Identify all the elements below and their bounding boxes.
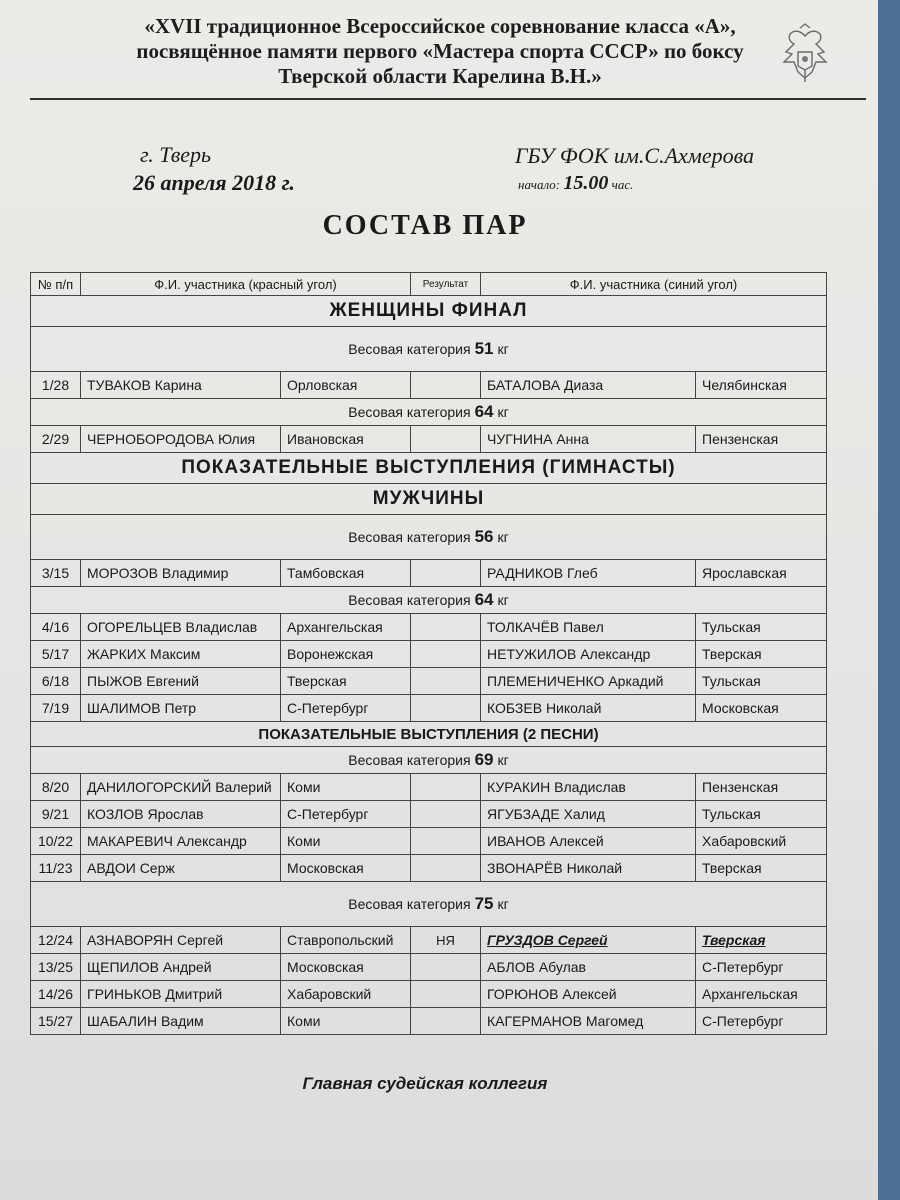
weight-category xyxy=(31,882,827,927)
competition-title xyxy=(60,14,820,89)
bout-number: 10/22 xyxy=(31,828,81,855)
table-row xyxy=(31,614,827,641)
blue-corner-name: НЕТУЖИЛОВ Александр xyxy=(481,641,696,668)
bout-number: 4/16 xyxy=(31,614,81,641)
blue-corner-name: ГРУЗДОВ Сергей xyxy=(481,927,696,954)
red-corner-name: ДАНИЛОГОРСКИЙ Валерий xyxy=(81,774,281,801)
section-men-label: МУЖЧИНЫ xyxy=(31,484,827,515)
weight-category-row xyxy=(31,587,827,614)
pairs-table xyxy=(30,272,827,1035)
weight-category-row xyxy=(31,515,827,560)
weight-value: 64 xyxy=(474,402,494,421)
table-row xyxy=(31,801,827,828)
bout-number: 3/15 xyxy=(31,560,81,587)
blue-corner-name: ТОЛКАЧЁВ Павел xyxy=(481,614,696,641)
table-row xyxy=(31,855,827,882)
start-label: начало: xyxy=(518,177,561,192)
event-date: 26 апреля 2018 г. xyxy=(133,170,295,195)
blue-corner-name: ИВАНОВ Алексей xyxy=(481,828,696,855)
section-exhibition-gymnasts-label: ПОКАЗАТЕЛЬНЫЕ ВЫСТУПЛЕНИЯ (ГИМНАСТЫ) xyxy=(31,453,827,484)
red-corner-name: ШАЛИМОВ Петр xyxy=(81,695,281,722)
weight-category-row xyxy=(31,327,827,372)
eagle-emblem-icon xyxy=(776,22,834,88)
blue-corner-region: Хабаровский xyxy=(696,828,827,855)
bout-result xyxy=(411,614,481,641)
start-time xyxy=(518,172,633,195)
red-corner-name: ГРИНЬКОВ Дмитрий xyxy=(81,981,281,1008)
bout-result xyxy=(411,855,481,882)
weight-unit: кг xyxy=(497,896,509,912)
bout-number: 7/19 xyxy=(31,695,81,722)
table-row xyxy=(31,695,827,722)
start-unit: час. xyxy=(611,177,634,192)
red-corner-region: Коми xyxy=(281,1008,411,1035)
weight-category-row xyxy=(31,747,827,774)
red-corner-name: ТУВАКОВ Карина xyxy=(81,372,281,399)
blue-corner-region: Тульская xyxy=(696,668,827,695)
document-title: СОСТАВ ПАР xyxy=(322,210,528,241)
blue-corner-name: ЯГУБЗАДЕ Халид xyxy=(481,801,696,828)
red-corner-region: Московская xyxy=(281,954,411,981)
bout-number: 11/23 xyxy=(31,855,81,882)
bout-result xyxy=(411,668,481,695)
weight-category-prefix: Весовая категория xyxy=(348,404,471,420)
blue-corner-region: Пензенская xyxy=(696,774,827,801)
title-line-1: «XVII традиционное Всероссийское соревнование класса «А», xyxy=(144,14,736,38)
red-corner-region: Хабаровский xyxy=(281,981,411,1008)
weight-category-prefix: Весовая категория xyxy=(348,896,471,912)
section-men xyxy=(31,484,827,515)
table-row xyxy=(31,1008,827,1035)
header-divider xyxy=(30,98,866,100)
blue-corner-name: ЧУГНИНА Анна xyxy=(481,426,696,453)
table-row xyxy=(31,774,827,801)
blue-corner-name: ГОРЮНОВ Алексей xyxy=(481,981,696,1008)
blue-corner-name: АБЛОВ Абулав xyxy=(481,954,696,981)
blue-corner-name: КУРАКИН Владислав xyxy=(481,774,696,801)
city: г. Тверь xyxy=(140,142,212,167)
blue-corner-name: РАДНИКОВ Глеб xyxy=(481,560,696,587)
blue-corner-region: С-Петербург xyxy=(696,954,827,981)
red-corner-name: ОГОРЕЛЬЦЕВ Владислав xyxy=(81,614,281,641)
bout-result xyxy=(411,1008,481,1035)
weight-value: 75 xyxy=(474,894,494,913)
red-corner-name: АВДОИ Серж xyxy=(81,855,281,882)
red-corner-region: Орловская xyxy=(281,372,411,399)
weight-unit: кг xyxy=(497,592,509,608)
bout-number: 13/25 xyxy=(31,954,81,981)
blue-corner-region: Тверская xyxy=(696,927,827,954)
weight-value: 51 xyxy=(474,339,494,358)
weight-unit: кг xyxy=(497,529,509,545)
weight-unit: кг xyxy=(497,404,509,420)
red-corner-region: Ивановская xyxy=(281,426,411,453)
bout-number: 6/18 xyxy=(31,668,81,695)
section-women-final xyxy=(31,296,827,327)
table-row xyxy=(31,981,827,1008)
weight-category-prefix: Весовая категория xyxy=(348,592,471,608)
red-corner-region: С-Петербург xyxy=(281,695,411,722)
section-women-final-label: ЖЕНЩИНЫ ФИНАЛ xyxy=(31,296,827,327)
bout-result xyxy=(411,641,481,668)
blue-corner-name: БАТАЛОВА Диаза xyxy=(481,372,696,399)
weight-value: 64 xyxy=(474,590,494,609)
bout-result xyxy=(411,695,481,722)
red-corner-region: С-Петербург xyxy=(281,801,411,828)
table-row xyxy=(31,954,827,981)
blue-corner-name: КАГЕРМАНОВ Магомед xyxy=(481,1008,696,1035)
title-line-2: посвящённое памяти первого «Мастера спорта СССР» по боксу xyxy=(136,39,744,63)
weight-value: 56 xyxy=(474,527,494,546)
blue-corner-region: Тульская xyxy=(696,614,827,641)
red-corner-name: МОРОЗОВ Владимир xyxy=(81,560,281,587)
blue-corner-region: Тверская xyxy=(696,641,827,668)
bout-result xyxy=(411,560,481,587)
blue-corner-region: Пензенская xyxy=(696,426,827,453)
bout-result xyxy=(411,828,481,855)
bout-result xyxy=(411,981,481,1008)
bout-result xyxy=(411,954,481,981)
blue-corner-region: Тверская xyxy=(696,855,827,882)
weight-category xyxy=(31,327,827,372)
weight-category-prefix: Весовая категория xyxy=(348,752,471,768)
red-corner-name: ЖАРКИХ Максим xyxy=(81,641,281,668)
bout-result: НЯ xyxy=(411,927,481,954)
red-corner-region: Ставропольский xyxy=(281,927,411,954)
header-result: Результат xyxy=(411,273,481,296)
start-time-value: 15.00 xyxy=(563,172,609,194)
header-blue-corner: Ф.И. участника (синий угол) xyxy=(481,273,827,296)
table-row xyxy=(31,372,827,399)
weight-category-prefix: Весовая категория xyxy=(348,529,471,545)
table-row xyxy=(31,927,827,954)
bout-result xyxy=(411,372,481,399)
red-corner-region: Воронежская xyxy=(281,641,411,668)
bout-number: 2/29 xyxy=(31,426,81,453)
weight-unit: кг xyxy=(497,752,509,768)
table-row xyxy=(31,668,827,695)
table-row xyxy=(31,426,827,453)
bout-result xyxy=(411,426,481,453)
table-row xyxy=(31,560,827,587)
weight-category xyxy=(31,399,827,426)
weight-category xyxy=(31,587,827,614)
table-row xyxy=(31,641,827,668)
bout-number: 12/24 xyxy=(31,927,81,954)
red-corner-region: Коми xyxy=(281,828,411,855)
bout-result xyxy=(411,801,481,828)
blue-corner-name: КОБЗЕВ Николай xyxy=(481,695,696,722)
weight-category xyxy=(31,747,827,774)
header-red-corner: Ф.И. участника (красный угол) xyxy=(81,273,411,296)
bout-number: 14/26 xyxy=(31,981,81,1008)
table-header-row xyxy=(31,273,827,296)
table-row xyxy=(31,828,827,855)
section-exhibition-songs xyxy=(31,722,827,747)
signature-line: Главная судейская коллегия xyxy=(302,1074,548,1093)
red-corner-name: ШАБАЛИН Вадим xyxy=(81,1008,281,1035)
red-corner-name: МАКАРЕВИЧ Александр xyxy=(81,828,281,855)
weight-category xyxy=(31,515,827,560)
blue-corner-region: Тульская xyxy=(696,801,827,828)
red-corner-name: КОЗЛОВ Ярослав xyxy=(81,801,281,828)
blue-corner-region: Ярославская xyxy=(696,560,827,587)
title-line-3: Тверской области Карелина В.Н.» xyxy=(278,64,602,88)
venue: ГБУ ФОК им.С.Ахмерова xyxy=(515,143,754,168)
red-corner-region: Московская xyxy=(281,855,411,882)
weight-unit: кг xyxy=(497,341,509,357)
blue-corner-region: Московская xyxy=(696,695,827,722)
bout-number: 8/20 xyxy=(31,774,81,801)
weight-category-prefix: Весовая категория xyxy=(348,341,471,357)
section-exhibition-gymnasts xyxy=(31,453,827,484)
bout-number: 1/28 xyxy=(31,372,81,399)
weight-category-row xyxy=(31,882,827,927)
bout-number: 9/21 xyxy=(31,801,81,828)
blue-corner-region: Архангельская xyxy=(696,981,827,1008)
weight-value: 69 xyxy=(474,750,494,769)
red-corner-name: АЗНАВОРЯН Сергей xyxy=(81,927,281,954)
bout-number: 15/27 xyxy=(31,1008,81,1035)
red-corner-region: Архангельская xyxy=(281,614,411,641)
blue-corner-region: Челябинская xyxy=(696,372,827,399)
bout-result xyxy=(411,774,481,801)
red-corner-name: ПЫЖОВ Евгений xyxy=(81,668,281,695)
blue-corner-region: С-Петербург xyxy=(696,1008,827,1035)
red-corner-region: Тверская xyxy=(281,668,411,695)
red-corner-region: Тамбовская xyxy=(281,560,411,587)
red-corner-name: ЧЕРНОБОРОДОВА Юлия xyxy=(81,426,281,453)
red-corner-region: Коми xyxy=(281,774,411,801)
blue-corner-name: ЗВОНАРЁВ Николай xyxy=(481,855,696,882)
weight-category-row xyxy=(31,399,827,426)
bout-number: 5/17 xyxy=(31,641,81,668)
blue-corner-name: ПЛЕМЕНИЧЕНКО Аркадий xyxy=(481,668,696,695)
red-corner-name: ЩЕПИЛОВ Андрей xyxy=(81,954,281,981)
section-exhibition-songs-label: ПОКАЗАТЕЛЬНЫЕ ВЫСТУПЛЕНИЯ (2 ПЕСНИ) xyxy=(31,722,827,747)
header-num: № п/п xyxy=(31,273,81,296)
